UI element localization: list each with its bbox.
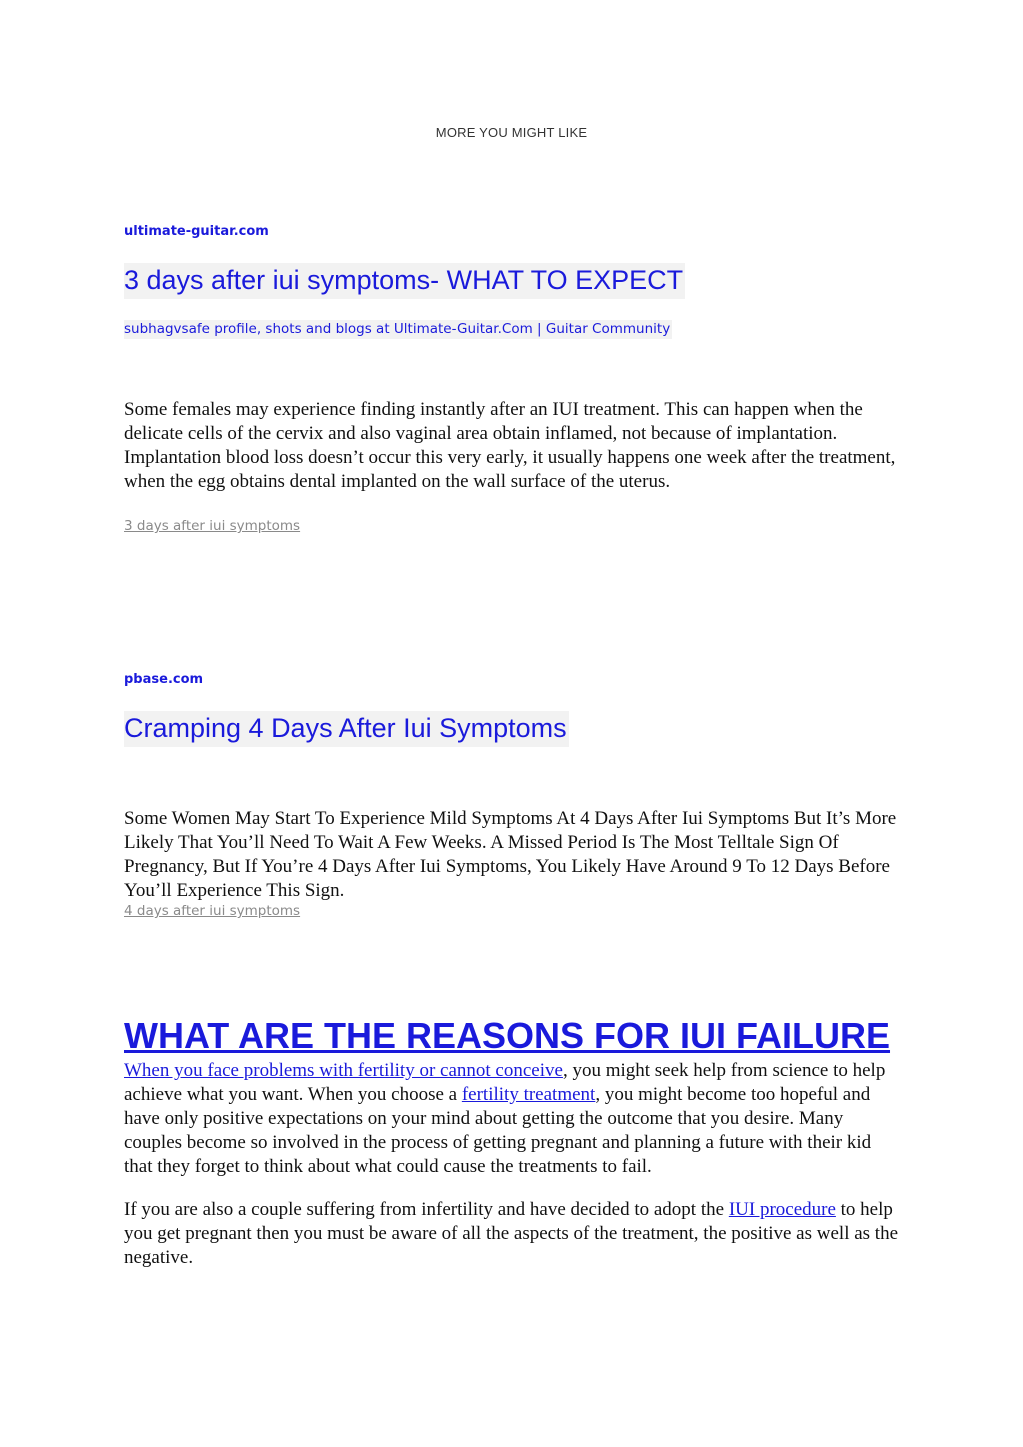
card-1-link[interactable]: 3 days after iui symptoms [124, 518, 301, 534]
article-heading[interactable]: WHAT ARE THE REASONS FOR IUI FAILURE [124, 1015, 891, 1056]
card-1-source[interactable]: ultimate-guitar.com [124, 224, 269, 239]
card-1-body: Some females may experience finding instantly after an IUI treatment. This can happen when the delicate cells of the cervix and also vaginal area obtain inflamed, not because of implantation. Implantation blood loss doesn’t occur this very early, it usually happens one week after the treatment, when the egg obtains dental implanted on the wall surface of the uterus. [124, 399, 896, 492]
card-2-source[interactable]: pbase.com [124, 672, 204, 687]
paragraph-1-text-b: , you might become too hopeful and have only positive expectations on your mind about getting the outcome that you desire. Many couples become so involved in the process of getting pregnant and planning a future with their kid that they forget to think about what could cause the treatments to fail. [124, 1084, 872, 1177]
card-1-title[interactable]: 3 days after iui symptoms- WHAT TO EXPECT [124, 263, 685, 299]
section-label: MORE YOU MIGHT LIKE [435, 125, 588, 140]
card-2-link[interactable]: 4 days after iui symptoms [124, 903, 301, 919]
paragraph-2-text-b: to help you get pregnant then you must be aware of all the aspects of the treatment, the positive as well as the negative. [124, 1199, 899, 1268]
card-2-body: Some Women May Start To Experience Mild Symptoms At 4 Days After Iui Symptoms But It’s More Likely That You’ll Need To Wait A Few Weeks. A Missed Period Is The Most Telltale Sign Of Pregnancy, But If You’re 4 Days After Iui Symptoms, You Likely Have Around 9 To 12 Days Before You’ll Experience This Sign. [124, 808, 897, 901]
fertility-treatment-link[interactable]: fertility treatment [461, 1084, 596, 1105]
paragraph-2-text-a: If you are also a couple suffering from infertility and have decided to adopt the [124, 1199, 729, 1220]
card-2-title[interactable]: Cramping 4 Days After Iui Symptoms [124, 711, 569, 747]
article-paragraph-1 [124, 1059, 904, 1179]
fertility-problems-link[interactable]: When you face problems with fertility or cannot conceive [124, 1060, 563, 1081]
paragraph-1-text-a: , you might seek help from science to help achieve what you want. When you choose a [124, 1060, 886, 1105]
article-paragraph-2 [124, 1198, 904, 1270]
iui-procedure-link[interactable]: IUI procedure [728, 1199, 836, 1220]
card-1-subtitle[interactable]: subhagvsafe profile, shots and blogs at Ultimate-Guitar.Com | Guitar Community [124, 321, 671, 337]
